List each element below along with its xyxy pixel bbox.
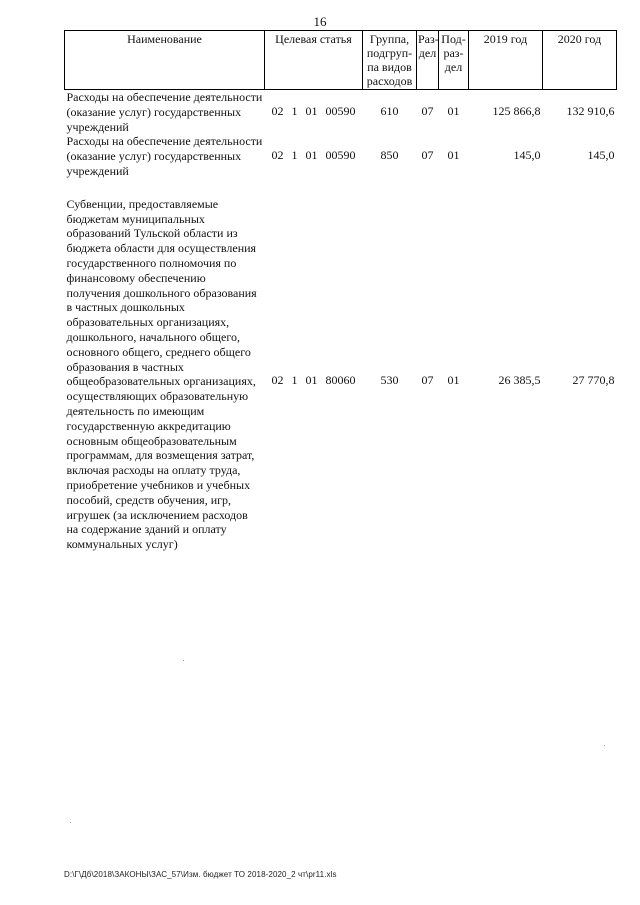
- row-target-code: [265, 134, 363, 178]
- header-section: Раз-дел: [417, 31, 439, 90]
- code-subprogram: 1: [291, 372, 298, 387]
- row-target-code: [265, 179, 363, 552]
- scan-speck: [604, 745, 605, 746]
- row-name: Расходы на обеспечение деятельности (оказание услуг) государственных учреждений: [66, 90, 263, 134]
- code-direction: 80060: [325, 372, 356, 387]
- file-path-footer: D:\Г\Дб\2018\ЗАКОНЫ\ЗАС_57\Изм. бюджет ТО 2018-2020_2 чт\pr11.xls: [64, 870, 337, 879]
- code-direction: 00590: [325, 148, 356, 163]
- table-row: [65, 90, 617, 135]
- row-group: 610: [380, 104, 399, 118]
- page-number: 16: [313, 14, 327, 29]
- scan-speck: [183, 660, 184, 661]
- row-2019: 145,0: [513, 148, 541, 163]
- row-subsection: 01: [447, 148, 460, 163]
- table-row: [65, 134, 617, 178]
- code-direction: 00590: [325, 104, 356, 118]
- row-group: 850: [380, 148, 399, 163]
- code-event: 01: [305, 372, 318, 387]
- code-program: 02: [271, 104, 284, 118]
- row-section: 07: [421, 372, 434, 387]
- table-header-row: [65, 31, 617, 90]
- header-2020: 2020 год: [543, 31, 617, 90]
- row-target-code: [265, 90, 363, 135]
- header-group: Группа, подгруп-па видов расходов: [363, 31, 417, 90]
- row-name: Субвенции, предоставляемые бюджетам муниципальных образований Тульской области из бюджета области для осуществления государственного полномочия по финансовому обеспечению получения дошкольного образования в частных дошкольных образовательных организациях, дошкольного, начального общего, основного общего, среднего общего образования в частных общеобразовательных организациях, осуществляющих образовательную деятельность по имеющим государственную аккредитацию основным общеобразовательным программам, для возмещения затрат, включая расходы на оплату труда, приобретение учебников и учебных пособий, средств обучения, игр, игрушек (за исключением расходов на содержание зданий и оплату коммунальных услуг): [66, 196, 257, 552]
- code-event: 01: [305, 104, 318, 118]
- row-2019: 26 385,5: [498, 372, 541, 387]
- row-2020: 27 770,8: [572, 372, 615, 387]
- row-section: 07: [421, 148, 434, 163]
- code-subprogram: 1: [291, 104, 298, 118]
- row-subsection: 01: [447, 372, 460, 387]
- row-2020: 145,0: [587, 148, 615, 163]
- header-subsection: Под-раз-дел: [439, 31, 469, 90]
- budget-table: [64, 30, 617, 552]
- code-event: 01: [305, 148, 318, 163]
- row-section: 07: [421, 104, 434, 118]
- row-2020: 132 910,6: [566, 104, 615, 118]
- code-program: 02: [271, 372, 284, 387]
- row-subsection: 01: [447, 104, 460, 118]
- header-2019: 2019 год: [469, 31, 543, 90]
- header-name: Наименование: [65, 31, 265, 90]
- scan-speck: [70, 822, 71, 823]
- row-group: 530: [380, 372, 399, 387]
- row-name: Расходы на обеспечение деятельности (оказание услуг) государственных учреждений: [66, 134, 263, 178]
- row-2019: 125 866,8: [492, 104, 541, 118]
- code-subprogram: 1: [291, 148, 298, 163]
- header-target: Целевая статья: [265, 31, 363, 90]
- table-row: [65, 179, 617, 552]
- code-program: 02: [271, 148, 284, 163]
